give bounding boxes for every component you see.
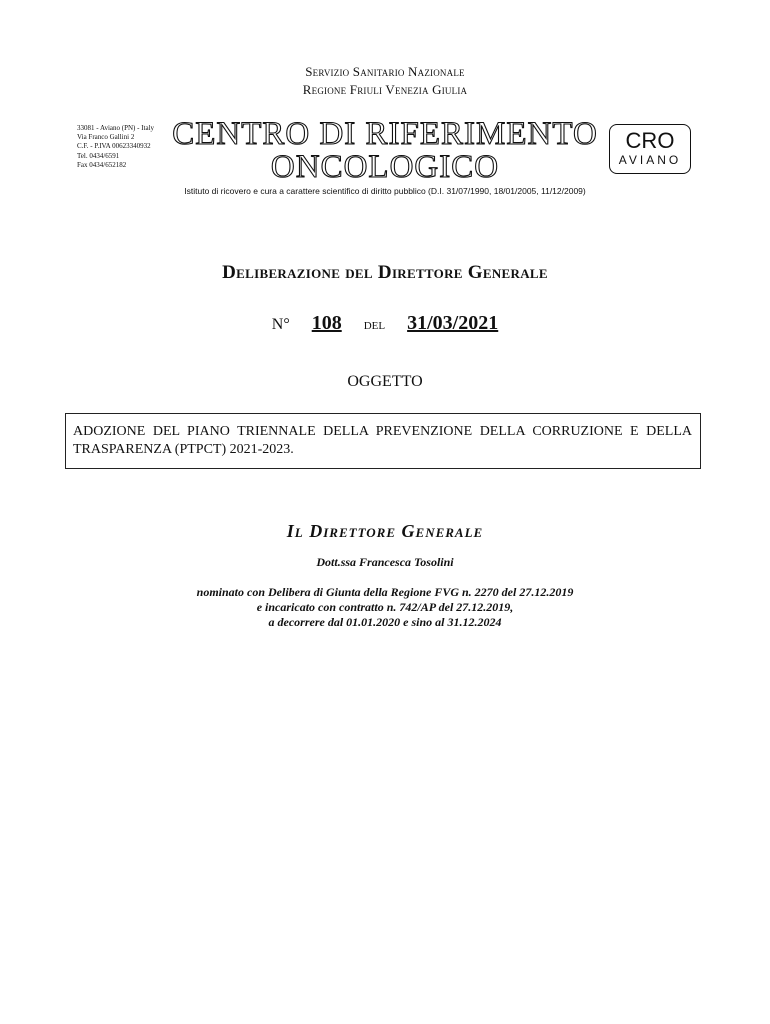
number-label: N°	[271, 316, 290, 333]
deliberation-number-line	[0, 312, 770, 335]
subject-box	[65, 413, 701, 469]
director-name: Dott.ssa Francesca Tosolini	[316, 555, 454, 569]
cro-logo	[609, 124, 691, 174]
institute-description: Istituto di ricovero e cura a carattere scientifico di diritto pubblico (D.I. 31/07/1990, 18/01/2005, 11/12/2009)	[184, 186, 586, 196]
appointment-line: e incaricato con contratto n. 742/AP del 27.12.2019,	[256, 600, 514, 614]
deliberation-number: 108	[311, 312, 342, 334]
subject-text: ADOZIONE DEL PIANO TRIENNALE DELLA PREVENZIONE DELLA CORRUZIONE E DELLA TRASPARENZA (PTPCT) 2021-2023.	[73, 424, 692, 457]
appointment-line: nominato con Delibera di Giunta della Regione FVG n. 2270 del 27.12.2019	[196, 585, 574, 599]
center-name-line1: CENTRO DI RIFERIMENTO	[172, 116, 598, 152]
address-line: C.F. - P.IVA 00623340932	[77, 142, 151, 151]
center-name-line2: ONCOLOGICO	[270, 149, 500, 185]
logo-text: CRO	[625, 128, 675, 153]
header-line-region: Regione Friuli Venezia Giulia	[302, 82, 468, 97]
appointment-line: a decorrere dal 01.01.2020 e sino al 31.12.2024	[268, 615, 502, 629]
deliberation-date: 31/03/2021	[407, 312, 499, 334]
address-line: Fax 0434/652182	[77, 160, 127, 169]
subject-heading: OGGETTO	[347, 373, 423, 390]
document-type-title: Deliberazione del Direttore Generale	[222, 262, 548, 283]
header-line-national-service: Servizio Sanitario Nazionale	[305, 64, 465, 79]
center-name	[165, 118, 605, 184]
logo-city: AVIANO	[618, 153, 682, 167]
address-line: Via Franco Gallini 2	[77, 133, 135, 142]
date-label: del	[363, 316, 386, 333]
address-line: Tel. 0434/6591	[77, 151, 120, 160]
director-title: Il Direttore Generale	[286, 521, 484, 541]
address-line: 33081 - Aviano (PN) - Italy	[77, 124, 155, 132]
